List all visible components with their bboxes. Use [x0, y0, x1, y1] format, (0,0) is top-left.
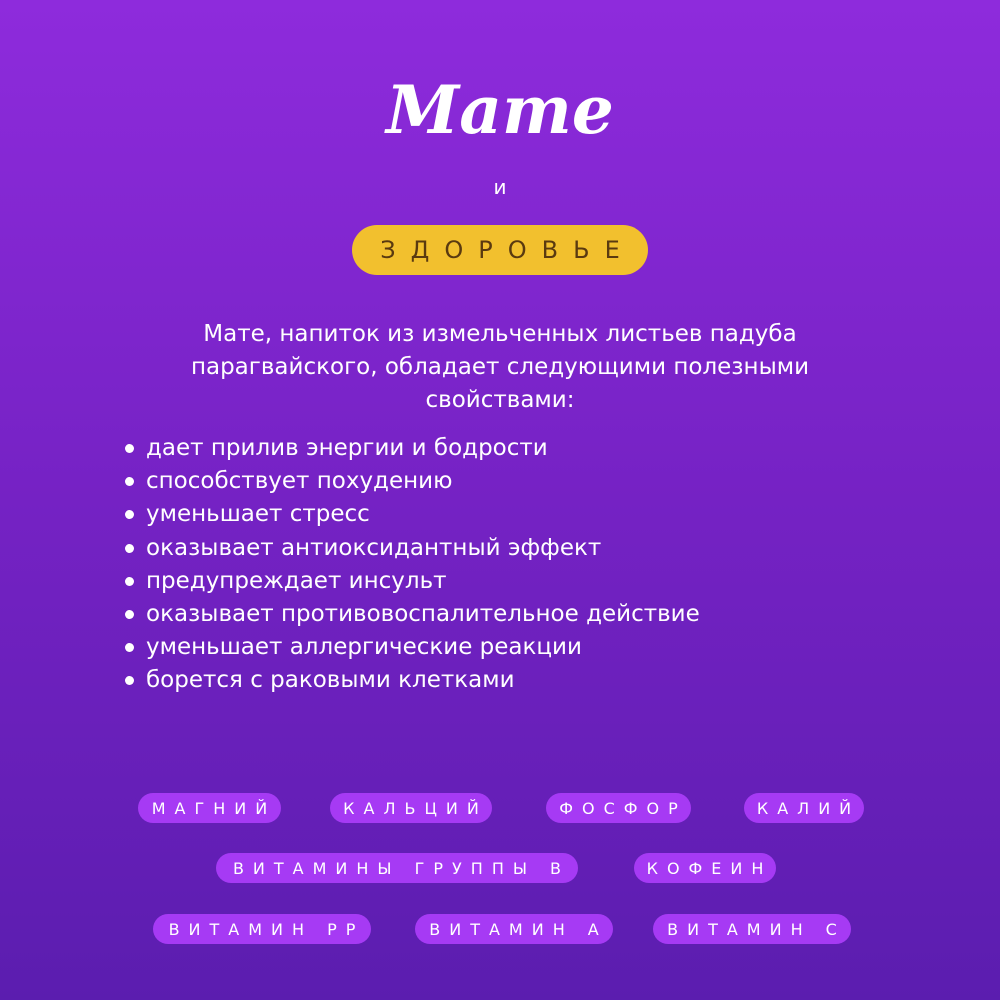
- benefit-item: [122, 432, 700, 465]
- benefit-item: [122, 565, 700, 598]
- bullet-dot-icon: [125, 676, 134, 685]
- bullet-dot-icon: [125, 577, 134, 586]
- benefit-text: оказывает антиоксидантный эффект: [146, 534, 602, 561]
- tag-label: КАЛЬЦИЙ: [343, 798, 488, 818]
- benefit-text: оказывает противовоспалительное действие: [146, 601, 700, 628]
- tag-label: ВИТАМИН С: [667, 919, 846, 939]
- benefit-text: уменьшает аллергические реакции: [146, 634, 582, 661]
- tag-vitamins-b: [216, 853, 578, 883]
- bullet-dot-icon: [125, 444, 134, 453]
- tag-phosphorus: [546, 793, 691, 823]
- tag-label: ФОСФОР: [559, 798, 687, 818]
- tag-label: КОФЕИН: [646, 858, 773, 878]
- benefit-item: [122, 598, 700, 631]
- benefit-item: [122, 532, 700, 565]
- tag-vitamin-pp: [153, 914, 371, 944]
- title-mate: Мате: [386, 71, 614, 149]
- tag-vitamin-c: [653, 914, 851, 944]
- tag-vitamin-a: [415, 914, 613, 944]
- bullet-dot-icon: [125, 477, 134, 486]
- tag-caffeine: [634, 853, 776, 883]
- tag-calcium: [330, 793, 492, 823]
- benefit-text: способствует похудению: [146, 468, 453, 495]
- health-badge: [352, 225, 648, 275]
- health-badge-label: ЗДОРОВЬЕ: [380, 236, 635, 264]
- intro-paragraph: Мате, напиток из измельченных листьев падуба парагвайского, обладает следующими полезными свойствами:: [190, 321, 810, 413]
- conjunction-text: и: [493, 175, 507, 199]
- bullet-dot-icon: [125, 643, 134, 652]
- tag-label: ВИТАМИНЫ ГРУППЫ В: [232, 858, 571, 878]
- tag-label: КАЛИЙ: [756, 798, 861, 818]
- bullet-dot-icon: [125, 544, 134, 553]
- benefit-text: дает прилив энергии и бодрости: [146, 435, 548, 461]
- tag-label: ВИТАМИН А: [429, 919, 608, 939]
- tag-label: ВИТАМИН РР: [168, 919, 365, 939]
- bullet-dot-icon: [125, 510, 134, 519]
- benefit-item: [122, 631, 700, 664]
- tag-label: МАГНИЙ: [151, 798, 277, 818]
- benefit-text: уменьшает стресс: [146, 501, 370, 528]
- benefit-text: предупреждает инсульт: [146, 567, 447, 594]
- tag-magnesium: [138, 793, 281, 823]
- tag-potassium: [744, 793, 864, 823]
- bullet-dot-icon: [125, 610, 134, 619]
- benefit-text: борется с раковыми клетками: [146, 667, 515, 694]
- benefit-item: [122, 465, 700, 498]
- benefit-item: [122, 664, 700, 697]
- benefit-item: [122, 498, 700, 531]
- benefits-list: [122, 432, 700, 698]
